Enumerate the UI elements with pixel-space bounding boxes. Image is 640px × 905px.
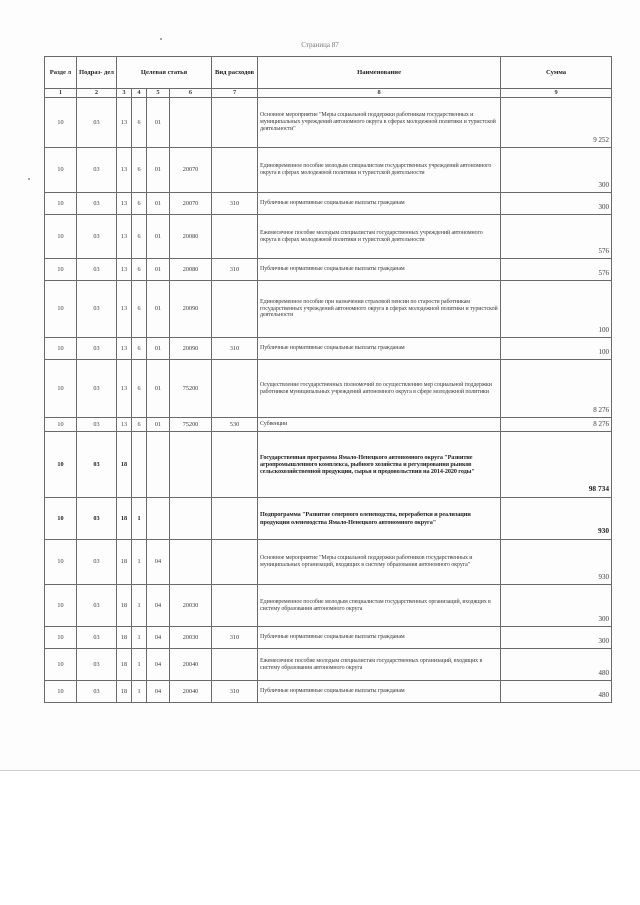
table-row: [45, 360, 612, 418]
expense-type-cell: 310: [212, 193, 258, 215]
target-article-part2: 6: [132, 148, 147, 193]
podrazdel-cell: 03: [77, 627, 117, 649]
podrazdel-cell: 03: [77, 281, 117, 338]
table-row: [45, 585, 612, 627]
sum-cell: 100: [501, 338, 612, 360]
sum-cell: 576: [501, 215, 612, 259]
name-cell: Публичные нормативные социальные выплаты гражданам: [258, 193, 501, 215]
table-row: [45, 215, 612, 259]
table-row: [45, 432, 612, 498]
target-article-part1: 13: [117, 338, 132, 360]
sum-cell: 8 276: [501, 360, 612, 418]
name-cell: Публичные нормативные социальные выплаты гражданам: [258, 338, 501, 360]
header-naimenovanie: Наименование: [258, 57, 501, 89]
target-article-part1: 13: [117, 281, 132, 338]
target-article-part3: 01: [147, 193, 170, 215]
name-cell: Ежемесячное пособие молодым специалистам государственных организаций, входящих в систему образования автономного округа: [258, 649, 501, 681]
target-article-part2: 1: [132, 540, 147, 585]
target-article-part3: 01: [147, 360, 170, 418]
target-article-part2: 1: [132, 627, 147, 649]
expense-type-cell: [212, 540, 258, 585]
target-article-part4: 75200: [170, 360, 212, 418]
sum-cell: 300: [501, 627, 612, 649]
table-row: [45, 259, 612, 281]
sum-cell: 100: [501, 281, 612, 338]
target-article-part1: 18: [117, 681, 132, 703]
expense-type-cell: [212, 98, 258, 148]
razdel-cell: 10: [45, 148, 77, 193]
razdel-cell: 10: [45, 585, 77, 627]
name-cell: Ежемесячное пособие молодым специалистам государственных учреждений автономного округа в сферах молодежной политики и туристской деятельности: [258, 215, 501, 259]
column-number: 1: [45, 89, 77, 98]
page-number: Страница 87: [301, 41, 339, 49]
target-article-part4: [170, 540, 212, 585]
razdel-cell: 10: [45, 338, 77, 360]
target-article-part3: 04: [147, 681, 170, 703]
target-article-part1: 18: [117, 585, 132, 627]
target-article-part1: 13: [117, 193, 132, 215]
razdel-cell: 10: [45, 215, 77, 259]
column-number-row: [45, 89, 612, 98]
name-cell: Публичные нормативные социальные выплаты гражданам: [258, 627, 501, 649]
target-article-part2: 1: [132, 498, 147, 540]
target-article-part3: [147, 432, 170, 498]
target-article-part2: 6: [132, 418, 147, 432]
razdel-cell: 10: [45, 649, 77, 681]
table-row: [45, 338, 612, 360]
expense-type-cell: [212, 585, 258, 627]
target-article-part1: 18: [117, 498, 132, 540]
expense-type-cell: [212, 432, 258, 498]
column-number: 3: [117, 89, 132, 98]
column-number: 6: [170, 89, 212, 98]
expense-type-cell: [212, 281, 258, 338]
podrazdel-cell: 03: [77, 649, 117, 681]
target-article-part3: 04: [147, 627, 170, 649]
target-article-part1: 13: [117, 148, 132, 193]
target-article-part3: 01: [147, 281, 170, 338]
expense-type-cell: [212, 649, 258, 681]
target-article-part3: 01: [147, 259, 170, 281]
sum-cell: 300: [501, 193, 612, 215]
expense-type-cell: [212, 498, 258, 540]
target-article-part2: 1: [132, 649, 147, 681]
sum-cell: 576: [501, 259, 612, 281]
header-celevaya-statya: Целевая статья: [117, 57, 212, 89]
sum-cell: 930: [501, 540, 612, 585]
scan-speck: [160, 38, 162, 40]
target-article-part2: 6: [132, 281, 147, 338]
expense-type-cell: [212, 215, 258, 259]
target-article-part3: 04: [147, 540, 170, 585]
podrazdel-cell: 03: [77, 148, 117, 193]
target-article-part2: 6: [132, 338, 147, 360]
table-body: [45, 98, 612, 703]
table-row: [45, 148, 612, 193]
target-article-part1: 18: [117, 432, 132, 498]
podrazdel-cell: 03: [77, 681, 117, 703]
podrazdel-cell: 03: [77, 432, 117, 498]
target-article-part2: 1: [132, 681, 147, 703]
target-article-part1: 13: [117, 259, 132, 281]
target-article-part1: 13: [117, 215, 132, 259]
name-cell: Основное мероприятие "Меры социальной поддержки работников государственных и муниципальных организаций, входящих в систему образования автономного округа": [258, 540, 501, 585]
sum-cell: 300: [501, 148, 612, 193]
header-vid-rashodov: Вид расходов: [212, 57, 258, 89]
target-article-part1: 18: [117, 649, 132, 681]
name-cell: Публичные нормативные социальные выплаты гражданам: [258, 259, 501, 281]
target-article-part3: 01: [147, 98, 170, 148]
name-cell: Осуществление государственных полномочий по осуществлению мер социальной поддержки работников муниципальных учреждений автономного округа в сфере молодежной политики: [258, 360, 501, 418]
target-article-part2: 1: [132, 585, 147, 627]
podrazdel-cell: 03: [77, 259, 117, 281]
name-cell: Государственная программа Ямало-Ненецкого автономного округа "Развитие агропромышленного комплекса, рыбного хозяйства и регулирования рынков сельскохозяйственной продукции, сырья и продовольствия на 2014-2020 годы": [258, 432, 501, 498]
target-article-part3: 04: [147, 585, 170, 627]
podrazdel-cell: 03: [77, 98, 117, 148]
podrazdel-cell: 03: [77, 360, 117, 418]
podrazdel-cell: 03: [77, 585, 117, 627]
table-row: [45, 681, 612, 703]
target-article-part2: 6: [132, 193, 147, 215]
budget-table: [44, 56, 612, 703]
target-article-part2: 6: [132, 98, 147, 148]
table-row: [45, 193, 612, 215]
target-article-part4: 20070: [170, 148, 212, 193]
name-cell: Публичные нормативные социальные выплаты гражданам: [258, 681, 501, 703]
table-row: [45, 281, 612, 338]
target-article-part4: [170, 498, 212, 540]
target-article-part4: 20030: [170, 627, 212, 649]
expense-type-cell: [212, 360, 258, 418]
sum-cell: 930: [501, 498, 612, 540]
target-article-part4: 20040: [170, 681, 212, 703]
header-row: [45, 57, 612, 89]
column-number: 5: [147, 89, 170, 98]
target-article-part4: 20040: [170, 649, 212, 681]
razdel-cell: 10: [45, 98, 77, 148]
name-cell: Подпрограмма "Развитие северного оленеводства, переработки и реализации продукции оленеводства Ямало-Ненецкого автономного округа": [258, 498, 501, 540]
header-podrazdel: Подраз- дел: [77, 57, 117, 89]
razdel-cell: 10: [45, 259, 77, 281]
expense-type-cell: 310: [212, 681, 258, 703]
target-article-part4: 20080: [170, 259, 212, 281]
sum-cell: 480: [501, 649, 612, 681]
column-number: 8: [258, 89, 501, 98]
podrazdel-cell: 03: [77, 498, 117, 540]
sum-cell: 98 734: [501, 432, 612, 498]
expense-type-cell: 310: [212, 259, 258, 281]
column-number: 9: [501, 89, 612, 98]
table-row: [45, 98, 612, 148]
sum-cell: 9 252: [501, 98, 612, 148]
target-article-part1: 18: [117, 627, 132, 649]
razdel-cell: 10: [45, 540, 77, 585]
target-article-part3: 01: [147, 215, 170, 259]
table-row: [45, 498, 612, 540]
target-article-part2: [132, 432, 147, 498]
podrazdel-cell: 03: [77, 215, 117, 259]
target-article-part2: 6: [132, 259, 147, 281]
name-cell: Основное мероприятие "Меры социальной поддержки работникам государственных и муниципальных учреждений автономного округа в сферах молодежной политики и туристской деятельности": [258, 98, 501, 148]
target-article-part3: 01: [147, 338, 170, 360]
table-row: [45, 649, 612, 681]
header-razdel: Разде л: [45, 57, 77, 89]
header-summa: Сумма: [501, 57, 612, 89]
target-article-part4: [170, 98, 212, 148]
podrazdel-cell: 03: [77, 338, 117, 360]
razdel-cell: 10: [45, 432, 77, 498]
target-article-part3: 01: [147, 418, 170, 432]
target-article-part3: 04: [147, 649, 170, 681]
expense-type-cell: 310: [212, 338, 258, 360]
razdel-cell: 10: [45, 193, 77, 215]
podrazdel-cell: 03: [77, 540, 117, 585]
podrazdel-cell: 03: [77, 193, 117, 215]
target-article-part3: 01: [147, 148, 170, 193]
target-article-part4: 75200: [170, 418, 212, 432]
column-number: 2: [77, 89, 117, 98]
name-cell: Единовременное пособие при назначении страховой пенсии по старости работникам государственных учреждений автономного округа в сферах молодежной политики и туристской деятельности: [258, 281, 501, 338]
name-cell: Субвенции: [258, 418, 501, 432]
expense-type-cell: 530: [212, 418, 258, 432]
sum-cell: 480: [501, 681, 612, 703]
razdel-cell: 10: [45, 498, 77, 540]
target-article-part1: 18: [117, 540, 132, 585]
column-number: 4: [132, 89, 147, 98]
table-row: [45, 540, 612, 585]
target-article-part4: 20080: [170, 215, 212, 259]
target-article-part4: 20090: [170, 338, 212, 360]
podrazdel-cell: 03: [77, 418, 117, 432]
expense-type-cell: 310: [212, 627, 258, 649]
razdel-cell: 10: [45, 418, 77, 432]
razdel-cell: 10: [45, 281, 77, 338]
column-number: 7: [212, 89, 258, 98]
sum-cell: 8 276: [501, 418, 612, 432]
name-cell: Единовременное пособие молодым специалистам государственных организаций, входящих в систему образования автономного округа: [258, 585, 501, 627]
target-article-part1: 13: [117, 418, 132, 432]
target-article-part1: 13: [117, 360, 132, 418]
razdel-cell: 10: [45, 360, 77, 418]
table-row: [45, 418, 612, 432]
target-article-part4: [170, 432, 212, 498]
target-article-part2: 6: [132, 360, 147, 418]
target-article-part2: 6: [132, 215, 147, 259]
target-article-part4: 20030: [170, 585, 212, 627]
table-row: [45, 627, 612, 649]
scan-speck: [28, 178, 30, 180]
target-article-part4: 20070: [170, 193, 212, 215]
sum-cell: 300: [501, 585, 612, 627]
razdel-cell: 10: [45, 627, 77, 649]
target-article-part1: 13: [117, 98, 132, 148]
expense-type-cell: [212, 148, 258, 193]
target-article-part3: [147, 498, 170, 540]
razdel-cell: 10: [45, 681, 77, 703]
target-article-part4: 20090: [170, 281, 212, 338]
name-cell: Единовременное пособие молодым специалистам государственных учреждений автономного округа в сферах молодежной политики и туристской деятельности: [258, 148, 501, 193]
